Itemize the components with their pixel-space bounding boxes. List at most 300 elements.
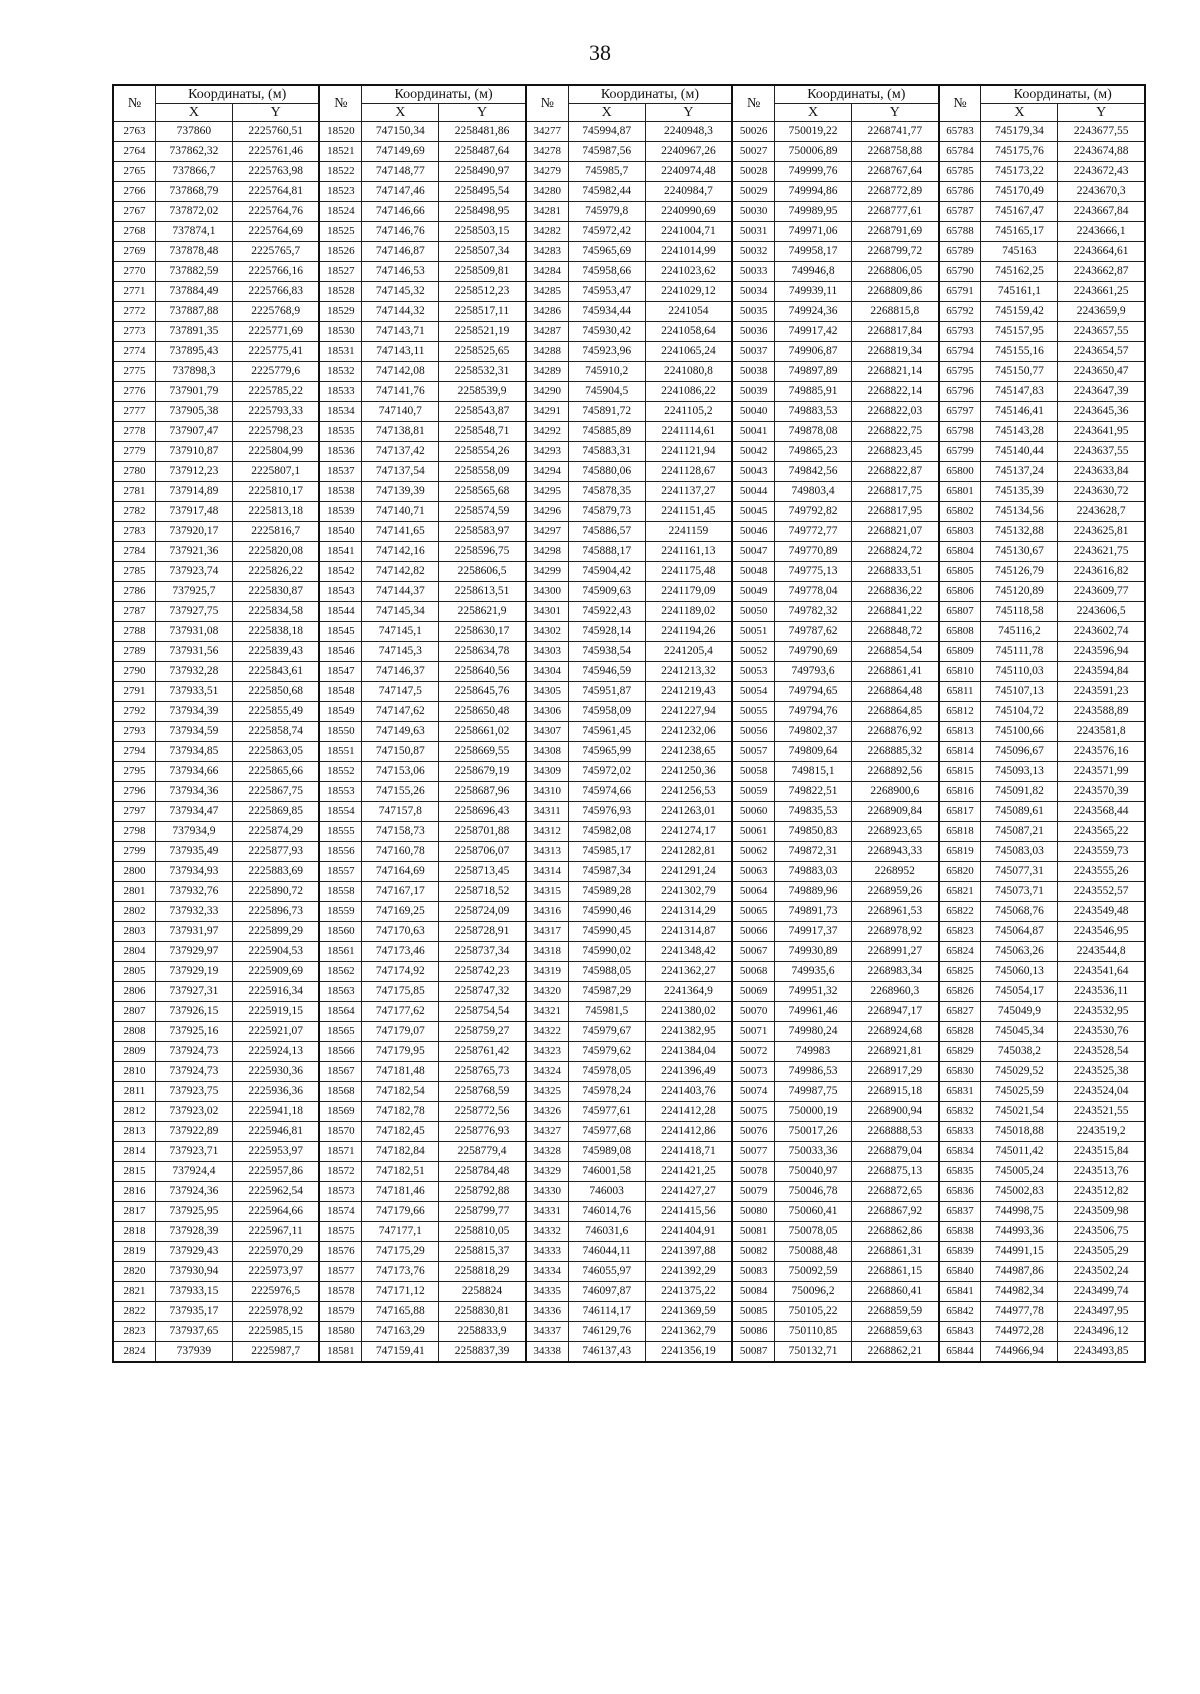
x-coordinate-cell: 737878,48 bbox=[155, 242, 232, 262]
x-coordinate-cell: 745979,8 bbox=[568, 202, 645, 222]
x-coordinate-cell: 747179,95 bbox=[362, 1042, 439, 1062]
x-coordinate-cell: 745946,59 bbox=[568, 662, 645, 682]
x-coordinate-cell: 747177,1 bbox=[362, 1222, 439, 1242]
x-coordinate-cell: 747145,34 bbox=[362, 602, 439, 622]
num-header: № bbox=[526, 85, 568, 122]
table-row bbox=[113, 922, 1145, 942]
point-number-cell: 34326 bbox=[526, 1102, 568, 1122]
y-coordinate-cell: 2225883,69 bbox=[232, 862, 319, 882]
x-coordinate-cell: 745985,17 bbox=[568, 842, 645, 862]
point-number-cell: 65819 bbox=[939, 842, 981, 862]
y-coordinate-cell: 2243670,3 bbox=[1058, 182, 1145, 202]
y-coordinate-cell: 2241282,81 bbox=[645, 842, 732, 862]
y-coordinate-cell: 2241274,17 bbox=[645, 822, 732, 842]
y-header: Y bbox=[232, 104, 319, 122]
x-coordinate-cell: 747138,81 bbox=[362, 422, 439, 442]
x-coordinate-cell: 749802,37 bbox=[775, 722, 852, 742]
point-number-cell: 65817 bbox=[939, 802, 981, 822]
x-coordinate-cell: 745161,1 bbox=[981, 282, 1058, 302]
x-coordinate-cell: 750000,19 bbox=[775, 1102, 852, 1122]
y-coordinate-cell: 2241348,42 bbox=[645, 942, 732, 962]
y-coordinate-cell: 2243621,75 bbox=[1058, 542, 1145, 562]
table-row bbox=[113, 1142, 1145, 1162]
y-coordinate-cell: 2241014,99 bbox=[645, 242, 732, 262]
y-coordinate-cell: 2268978,92 bbox=[852, 922, 939, 942]
point-number-cell: 2790 bbox=[113, 662, 155, 682]
y-coordinate-cell: 2243659,9 bbox=[1058, 302, 1145, 322]
point-number-cell: 2788 bbox=[113, 622, 155, 642]
num-header: № bbox=[319, 85, 361, 122]
y-coordinate-cell: 2258630,17 bbox=[439, 622, 526, 642]
point-number-cell: 2792 bbox=[113, 702, 155, 722]
y-coordinate-cell: 2243602,74 bbox=[1058, 622, 1145, 642]
point-number-cell: 18555 bbox=[319, 822, 361, 842]
y-coordinate-cell: 2241380,02 bbox=[645, 1002, 732, 1022]
point-number-cell: 2774 bbox=[113, 342, 155, 362]
point-number-cell: 2806 bbox=[113, 982, 155, 1002]
y-coordinate-cell: 2268872,65 bbox=[852, 1182, 939, 1202]
point-number-cell: 18530 bbox=[319, 322, 361, 342]
x-coordinate-cell: 747155,26 bbox=[362, 782, 439, 802]
y-coordinate-cell: 2258558,09 bbox=[439, 462, 526, 482]
point-number-cell: 2800 bbox=[113, 862, 155, 882]
table-row bbox=[113, 502, 1145, 522]
y-coordinate-cell: 2268917,29 bbox=[852, 1062, 939, 1082]
x-coordinate-cell: 745173,22 bbox=[981, 162, 1058, 182]
x-coordinate-cell: 737924,4 bbox=[155, 1162, 232, 1182]
x-coordinate-cell: 746031,6 bbox=[568, 1222, 645, 1242]
y-coordinate-cell: 2258818,29 bbox=[439, 1262, 526, 1282]
x-coordinate-cell: 747159,41 bbox=[362, 1342, 439, 1363]
x-coordinate-cell: 747182,78 bbox=[362, 1102, 439, 1122]
point-number-cell: 34289 bbox=[526, 362, 568, 382]
x-coordinate-cell: 745140,44 bbox=[981, 442, 1058, 462]
y-coordinate-cell: 2225855,49 bbox=[232, 702, 319, 722]
point-number-cell: 18558 bbox=[319, 882, 361, 902]
y-coordinate-cell: 2225970,29 bbox=[232, 1242, 319, 1262]
y-coordinate-cell: 2268900,94 bbox=[852, 1102, 939, 1122]
x-coordinate-cell: 750092,59 bbox=[775, 1262, 852, 1282]
point-number-cell: 50071 bbox=[732, 1022, 774, 1042]
point-number-cell: 18531 bbox=[319, 342, 361, 362]
point-number-cell: 2824 bbox=[113, 1342, 155, 1363]
point-number-cell: 18541 bbox=[319, 542, 361, 562]
x-coordinate-cell: 745888,17 bbox=[568, 542, 645, 562]
point-number-cell: 2771 bbox=[113, 282, 155, 302]
y-coordinate-cell: 2241137,27 bbox=[645, 482, 732, 502]
x-coordinate-cell: 749994,86 bbox=[775, 182, 852, 202]
point-number-cell: 50047 bbox=[732, 542, 774, 562]
point-number-cell: 34295 bbox=[526, 482, 568, 502]
y-coordinate-cell: 2225826,22 bbox=[232, 562, 319, 582]
x-coordinate-cell: 737872,02 bbox=[155, 202, 232, 222]
y-coordinate-cell: 2268841,22 bbox=[852, 602, 939, 622]
y-coordinate-cell: 2258737,34 bbox=[439, 942, 526, 962]
point-number-cell: 34316 bbox=[526, 902, 568, 922]
point-number-cell: 18561 bbox=[319, 942, 361, 962]
point-number-cell: 2764 bbox=[113, 142, 155, 162]
x-coordinate-cell: 746097,87 bbox=[568, 1282, 645, 1302]
x-header: X bbox=[775, 104, 852, 122]
y-coordinate-cell: 2225909,69 bbox=[232, 962, 319, 982]
point-number-cell: 18559 bbox=[319, 902, 361, 922]
point-number-cell: 65827 bbox=[939, 1002, 981, 1022]
y-coordinate-cell: 2258507,34 bbox=[439, 242, 526, 262]
x-coordinate-cell: 737923,02 bbox=[155, 1102, 232, 1122]
table-row bbox=[113, 1022, 1145, 1042]
y-coordinate-cell: 2241362,79 bbox=[645, 1322, 732, 1342]
y-coordinate-cell: 2258679,19 bbox=[439, 762, 526, 782]
point-number-cell: 65805 bbox=[939, 562, 981, 582]
point-number-cell: 18562 bbox=[319, 962, 361, 982]
y-coordinate-cell: 2243541,64 bbox=[1058, 962, 1145, 982]
y-coordinate-cell: 2225850,68 bbox=[232, 682, 319, 702]
point-number-cell: 34315 bbox=[526, 882, 568, 902]
x-coordinate-cell: 747146,66 bbox=[362, 202, 439, 222]
x-coordinate-cell: 749793,6 bbox=[775, 662, 852, 682]
x-coordinate-cell: 747173,76 bbox=[362, 1262, 439, 1282]
point-number-cell: 34338 bbox=[526, 1342, 568, 1363]
table-row bbox=[113, 442, 1145, 462]
x-coordinate-cell: 749983 bbox=[775, 1042, 852, 1062]
x-coordinate-cell: 737901,79 bbox=[155, 382, 232, 402]
point-number-cell: 2772 bbox=[113, 302, 155, 322]
point-number-cell: 18581 bbox=[319, 1342, 361, 1363]
table-row bbox=[113, 1002, 1145, 1022]
y-coordinate-cell: 2225834,58 bbox=[232, 602, 319, 622]
x-coordinate-cell: 737934,59 bbox=[155, 722, 232, 742]
x-coordinate-cell: 737914,89 bbox=[155, 482, 232, 502]
x-coordinate-cell: 737933,15 bbox=[155, 1282, 232, 1302]
point-number-cell: 2811 bbox=[113, 1082, 155, 1102]
point-number-cell: 34337 bbox=[526, 1322, 568, 1342]
x-coordinate-cell: 750033,36 bbox=[775, 1142, 852, 1162]
table-row bbox=[113, 642, 1145, 662]
y-coordinate-cell: 2241392,29 bbox=[645, 1262, 732, 1282]
y-coordinate-cell: 2268961,53 bbox=[852, 902, 939, 922]
x-coordinate-cell: 747149,63 bbox=[362, 722, 439, 742]
x-coordinate-cell: 747145,3 bbox=[362, 642, 439, 662]
x-coordinate-cell: 747167,17 bbox=[362, 882, 439, 902]
y-coordinate-cell: 2258634,78 bbox=[439, 642, 526, 662]
table-row bbox=[113, 1342, 1145, 1363]
point-number-cell: 2773 bbox=[113, 322, 155, 342]
y-coordinate-cell: 2258687,96 bbox=[439, 782, 526, 802]
y-coordinate-cell: 2243497,95 bbox=[1058, 1302, 1145, 1322]
x-coordinate-cell: 745077,31 bbox=[981, 862, 1058, 882]
y-coordinate-cell: 2268900,6 bbox=[852, 782, 939, 802]
point-number-cell: 2791 bbox=[113, 682, 155, 702]
point-number-cell: 34284 bbox=[526, 262, 568, 282]
y-coordinate-cell: 2225843,61 bbox=[232, 662, 319, 682]
x-header: X bbox=[568, 104, 645, 122]
y-coordinate-cell: 2258565,68 bbox=[439, 482, 526, 502]
point-number-cell: 34294 bbox=[526, 462, 568, 482]
y-coordinate-cell: 2225985,15 bbox=[232, 1322, 319, 1342]
point-number-cell: 65813 bbox=[939, 722, 981, 742]
point-number-cell: 65825 bbox=[939, 962, 981, 982]
x-coordinate-cell: 745978,05 bbox=[568, 1062, 645, 1082]
x-coordinate-cell: 745130,67 bbox=[981, 542, 1058, 562]
point-number-cell: 2802 bbox=[113, 902, 155, 922]
x-coordinate-cell: 737925,16 bbox=[155, 1022, 232, 1042]
y-coordinate-cell: 2241418,71 bbox=[645, 1142, 732, 1162]
x-coordinate-cell: 745143,28 bbox=[981, 422, 1058, 442]
x-coordinate-cell: 737905,38 bbox=[155, 402, 232, 422]
x-coordinate-cell: 749906,87 bbox=[775, 342, 852, 362]
x-coordinate-cell: 747142,16 bbox=[362, 542, 439, 562]
table-row bbox=[113, 382, 1145, 402]
y-coordinate-cell: 2225768,9 bbox=[232, 302, 319, 322]
y-coordinate-cell: 2225793,33 bbox=[232, 402, 319, 422]
point-number-cell: 18553 bbox=[319, 782, 361, 802]
point-number-cell: 18545 bbox=[319, 622, 361, 642]
y-coordinate-cell: 2243525,38 bbox=[1058, 1062, 1145, 1082]
x-coordinate-cell: 745150,77 bbox=[981, 362, 1058, 382]
x-coordinate-cell: 737922,89 bbox=[155, 1122, 232, 1142]
point-number-cell: 65796 bbox=[939, 382, 981, 402]
table-row bbox=[113, 182, 1145, 202]
y-coordinate-cell: 2258539,9 bbox=[439, 382, 526, 402]
y-coordinate-cell: 2258810,05 bbox=[439, 1222, 526, 1242]
x-coordinate-cell: 744987,86 bbox=[981, 1262, 1058, 1282]
x-coordinate-cell: 745953,47 bbox=[568, 282, 645, 302]
y-coordinate-cell: 2243677,55 bbox=[1058, 122, 1145, 142]
x-coordinate-cell: 747182,45 bbox=[362, 1122, 439, 1142]
point-number-cell: 50030 bbox=[732, 202, 774, 222]
y-coordinate-cell: 2225867,75 bbox=[232, 782, 319, 802]
x-coordinate-cell: 749775,13 bbox=[775, 562, 852, 582]
x-coordinate-cell: 745928,14 bbox=[568, 622, 645, 642]
y-coordinate-cell: 2225978,92 bbox=[232, 1302, 319, 1322]
y-coordinate-cell: 2225839,43 bbox=[232, 642, 319, 662]
point-number-cell: 34285 bbox=[526, 282, 568, 302]
point-number-cell: 18568 bbox=[319, 1082, 361, 1102]
y-coordinate-cell: 2243570,39 bbox=[1058, 782, 1145, 802]
point-number-cell: 50079 bbox=[732, 1182, 774, 1202]
y-coordinate-cell: 2225765,7 bbox=[232, 242, 319, 262]
x-coordinate-cell: 747144,37 bbox=[362, 582, 439, 602]
point-number-cell: 34322 bbox=[526, 1022, 568, 1042]
y-coordinate-cell: 2258525,65 bbox=[439, 342, 526, 362]
x-coordinate-cell: 749782,32 bbox=[775, 602, 852, 622]
x-coordinate-cell: 737898,3 bbox=[155, 362, 232, 382]
x-coordinate-cell: 737925,7 bbox=[155, 582, 232, 602]
x-coordinate-cell: 749770,89 bbox=[775, 542, 852, 562]
y-coordinate-cell: 2258521,19 bbox=[439, 322, 526, 342]
point-number-cell: 34306 bbox=[526, 702, 568, 722]
x-coordinate-cell: 745157,95 bbox=[981, 322, 1058, 342]
x-coordinate-cell: 749885,91 bbox=[775, 382, 852, 402]
x-coordinate-cell: 737924,73 bbox=[155, 1042, 232, 1062]
point-number-cell: 65810 bbox=[939, 662, 981, 682]
y-coordinate-cell: 2225916,34 bbox=[232, 982, 319, 1002]
point-number-cell: 50043 bbox=[732, 462, 774, 482]
x-coordinate-cell: 745135,39 bbox=[981, 482, 1058, 502]
x-header: X bbox=[981, 104, 1058, 122]
y-coordinate-cell: 2268817,75 bbox=[852, 482, 939, 502]
point-number-cell: 65840 bbox=[939, 1262, 981, 1282]
point-number-cell: 50026 bbox=[732, 122, 774, 142]
point-number-cell: 34335 bbox=[526, 1282, 568, 1302]
point-number-cell: 65799 bbox=[939, 442, 981, 462]
x-coordinate-cell: 737934,36 bbox=[155, 782, 232, 802]
x-coordinate-cell: 737923,71 bbox=[155, 1142, 232, 1162]
y-coordinate-cell: 2258724,09 bbox=[439, 902, 526, 922]
point-number-cell: 2768 bbox=[113, 222, 155, 242]
x-coordinate-cell: 737935,49 bbox=[155, 842, 232, 862]
point-number-cell: 50085 bbox=[732, 1302, 774, 1322]
y-coordinate-cell: 2258824 bbox=[439, 1282, 526, 1302]
point-number-cell: 34299 bbox=[526, 562, 568, 582]
point-number-cell: 2821 bbox=[113, 1282, 155, 1302]
x-coordinate-cell: 749822,51 bbox=[775, 782, 852, 802]
x-coordinate-cell: 749883,53 bbox=[775, 402, 852, 422]
point-number-cell: 18554 bbox=[319, 802, 361, 822]
x-coordinate-cell: 747147,46 bbox=[362, 182, 439, 202]
point-number-cell: 50050 bbox=[732, 602, 774, 622]
y-coordinate-cell: 2241179,09 bbox=[645, 582, 732, 602]
point-number-cell: 50083 bbox=[732, 1262, 774, 1282]
x-coordinate-cell: 737929,43 bbox=[155, 1242, 232, 1262]
point-number-cell: 34334 bbox=[526, 1262, 568, 1282]
y-coordinate-cell: 2268823,45 bbox=[852, 442, 939, 462]
table-row bbox=[113, 222, 1145, 242]
point-number-cell: 65801 bbox=[939, 482, 981, 502]
point-number-cell: 65836 bbox=[939, 1182, 981, 1202]
point-number-cell: 18576 bbox=[319, 1242, 361, 1262]
point-number-cell: 34277 bbox=[526, 122, 568, 142]
point-number-cell: 2782 bbox=[113, 502, 155, 522]
y-coordinate-cell: 2258650,48 bbox=[439, 702, 526, 722]
x-coordinate-cell: 745988,05 bbox=[568, 962, 645, 982]
x-coordinate-cell: 750040,97 bbox=[775, 1162, 852, 1182]
x-coordinate-cell: 747182,54 bbox=[362, 1082, 439, 1102]
x-coordinate-cell: 747142,82 bbox=[362, 562, 439, 582]
x-coordinate-cell: 747143,11 bbox=[362, 342, 439, 362]
point-number-cell: 18578 bbox=[319, 1282, 361, 1302]
y-coordinate-cell: 2258621,9 bbox=[439, 602, 526, 622]
x-coordinate-cell: 745958,09 bbox=[568, 702, 645, 722]
point-number-cell: 34290 bbox=[526, 382, 568, 402]
x-coordinate-cell: 737868,79 bbox=[155, 182, 232, 202]
x-coordinate-cell: 737934,47 bbox=[155, 802, 232, 822]
point-number-cell: 18551 bbox=[319, 742, 361, 762]
point-number-cell: 50037 bbox=[732, 342, 774, 362]
y-coordinate-cell: 2258759,27 bbox=[439, 1022, 526, 1042]
y-coordinate-cell: 2243546,95 bbox=[1058, 922, 1145, 942]
point-number-cell: 65792 bbox=[939, 302, 981, 322]
point-number-cell: 50068 bbox=[732, 962, 774, 982]
table-row bbox=[113, 822, 1145, 842]
x-coordinate-cell: 737929,97 bbox=[155, 942, 232, 962]
y-coordinate-cell: 2258509,81 bbox=[439, 262, 526, 282]
x-coordinate-cell: 745981,5 bbox=[568, 1002, 645, 1022]
y-coordinate-cell: 2225775,41 bbox=[232, 342, 319, 362]
x-coordinate-cell: 737924,73 bbox=[155, 1062, 232, 1082]
y-coordinate-cell: 2243596,94 bbox=[1058, 642, 1145, 662]
coords-header: Координаты, (м) bbox=[362, 85, 526, 104]
x-coordinate-cell: 745977,61 bbox=[568, 1102, 645, 1122]
x-coordinate-cell: 746001,58 bbox=[568, 1162, 645, 1182]
point-number-cell: 18548 bbox=[319, 682, 361, 702]
point-number-cell: 65795 bbox=[939, 362, 981, 382]
y-coordinate-cell: 2258713,45 bbox=[439, 862, 526, 882]
x-coordinate-cell: 745165,17 bbox=[981, 222, 1058, 242]
y-coordinate-cell: 2241412,86 bbox=[645, 1122, 732, 1142]
x-coordinate-cell: 737937,65 bbox=[155, 1322, 232, 1342]
y-coordinate-cell: 2268824,72 bbox=[852, 542, 939, 562]
table-row bbox=[113, 702, 1145, 722]
x-coordinate-cell: 737866,7 bbox=[155, 162, 232, 182]
y-coordinate-cell: 2258696,43 bbox=[439, 802, 526, 822]
x-coordinate-cell: 750046,78 bbox=[775, 1182, 852, 1202]
point-number-cell: 2812 bbox=[113, 1102, 155, 1122]
table-row bbox=[113, 462, 1145, 482]
y-coordinate-cell: 2268767,64 bbox=[852, 162, 939, 182]
point-number-cell: 50064 bbox=[732, 882, 774, 902]
x-coordinate-cell: 745005,24 bbox=[981, 1162, 1058, 1182]
x-coordinate-cell: 749917,42 bbox=[775, 322, 852, 342]
y-coordinate-cell: 2243513,76 bbox=[1058, 1162, 1145, 1182]
y-coordinate-cell: 2241256,53 bbox=[645, 782, 732, 802]
x-coordinate-cell: 749815,1 bbox=[775, 762, 852, 782]
x-coordinate-cell: 747177,62 bbox=[362, 1002, 439, 1022]
y-coordinate-cell: 2225936,36 bbox=[232, 1082, 319, 1102]
x-coordinate-cell: 737884,49 bbox=[155, 282, 232, 302]
x-coordinate-cell: 745063,26 bbox=[981, 942, 1058, 962]
y-coordinate-cell: 2268924,68 bbox=[852, 1022, 939, 1042]
point-number-cell: 2803 bbox=[113, 922, 155, 942]
y-coordinate-cell: 2258583,97 bbox=[439, 522, 526, 542]
table-row bbox=[113, 202, 1145, 222]
point-number-cell: 18574 bbox=[319, 1202, 361, 1222]
point-number-cell: 18567 bbox=[319, 1062, 361, 1082]
x-coordinate-cell: 745904,5 bbox=[568, 382, 645, 402]
point-number-cell: 2816 bbox=[113, 1182, 155, 1202]
point-number-cell: 50061 bbox=[732, 822, 774, 842]
y-coordinate-cell: 2268817,84 bbox=[852, 322, 939, 342]
y-coordinate-cell: 2241159 bbox=[645, 522, 732, 542]
point-number-cell: 65786 bbox=[939, 182, 981, 202]
y-coordinate-cell: 2225810,17 bbox=[232, 482, 319, 502]
y-coordinate-cell: 2225924,13 bbox=[232, 1042, 319, 1062]
y-coordinate-cell: 2225761,46 bbox=[232, 142, 319, 162]
x-coordinate-cell: 747145,1 bbox=[362, 622, 439, 642]
point-number-cell: 65820 bbox=[939, 862, 981, 882]
x-coordinate-cell: 749803,4 bbox=[775, 482, 852, 502]
x-coordinate-cell: 747148,77 bbox=[362, 162, 439, 182]
x-coordinate-cell: 745179,34 bbox=[981, 122, 1058, 142]
y-coordinate-cell: 2268809,86 bbox=[852, 282, 939, 302]
x-coordinate-cell: 745982,08 bbox=[568, 822, 645, 842]
y-coordinate-cell: 2268799,72 bbox=[852, 242, 939, 262]
point-number-cell: 65802 bbox=[939, 502, 981, 522]
x-coordinate-cell: 746137,43 bbox=[568, 1342, 645, 1363]
y-coordinate-cell: 2243581,8 bbox=[1058, 722, 1145, 742]
point-number-cell: 2778 bbox=[113, 422, 155, 442]
point-number-cell: 18575 bbox=[319, 1222, 361, 1242]
y-coordinate-cell: 2225946,81 bbox=[232, 1122, 319, 1142]
point-number-cell: 50058 bbox=[732, 762, 774, 782]
y-coordinate-cell: 2243552,57 bbox=[1058, 882, 1145, 902]
x-coordinate-cell: 747163,29 bbox=[362, 1322, 439, 1342]
y-coordinate-cell: 2258728,91 bbox=[439, 922, 526, 942]
table-row bbox=[113, 622, 1145, 642]
num-header: № bbox=[113, 85, 155, 122]
x-coordinate-cell: 745120,89 bbox=[981, 582, 1058, 602]
point-number-cell: 34331 bbox=[526, 1202, 568, 1222]
